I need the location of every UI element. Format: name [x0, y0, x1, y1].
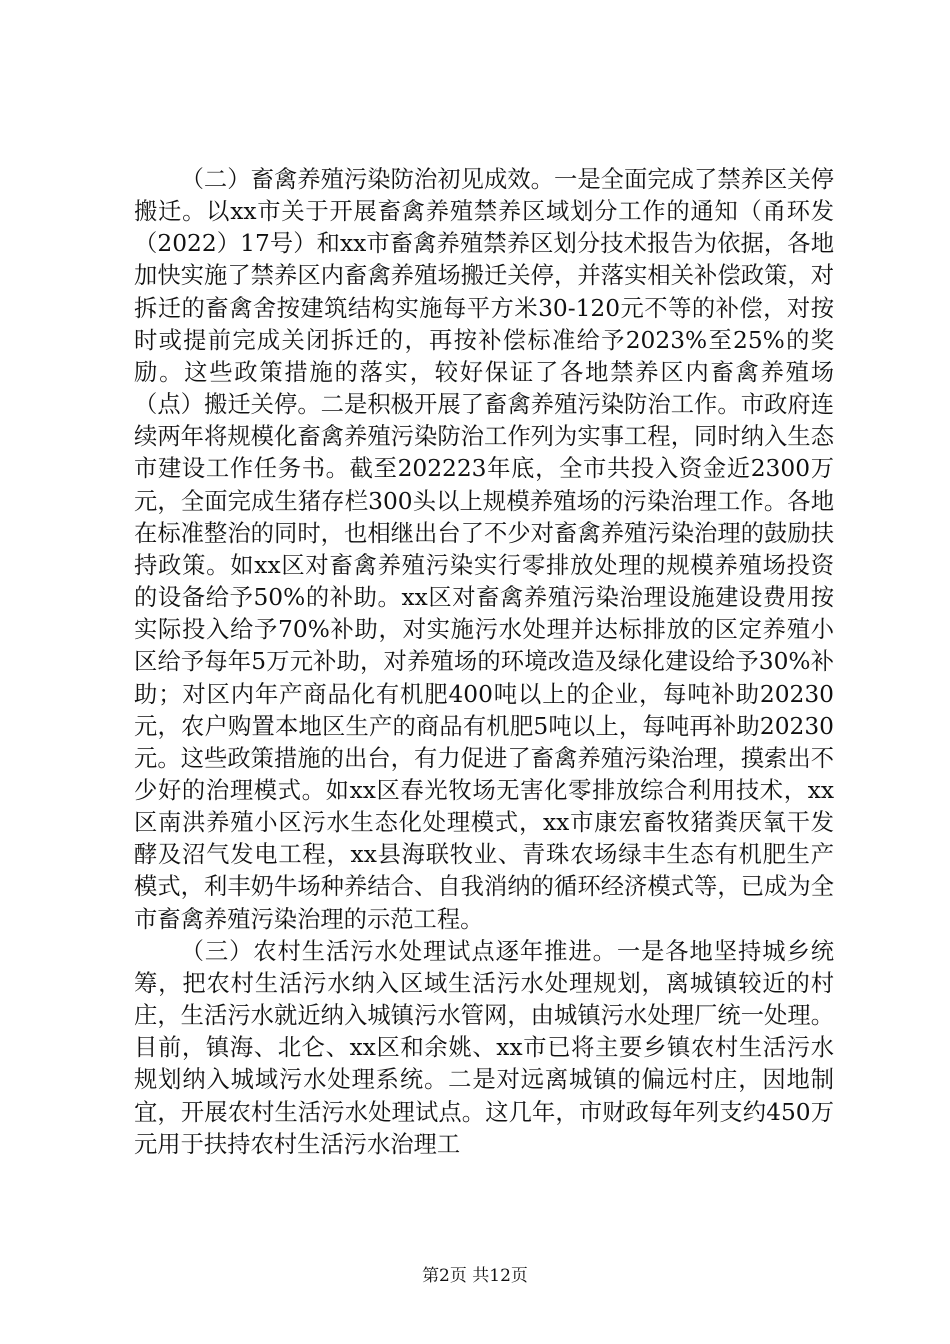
paragraph-livestock-pollution: （二）畜禽养殖污染防治初见成效。一是全面完成了禁养区关停搬迁。以xx市关于开展畜禽养殖禁养区域划分工作的通知（甬环发（2022）17号）和xx市畜禽养殖禁养区划分技术报告为依据，各地加快实施了禁养区内畜禽养殖场搬迁关停，并落实相关补偿政策，对拆迁的畜禽舍按建筑结构实施每平方米30-120元不等的补偿，对按时或提前完成关闭拆迁的，再按补偿标准给予2023%至25%的奖励。这些政策措施的落实，较好保证了各地禁养区内畜禽养殖场（点）搬迁关停。二是积极开展了畜禽养殖污染防治工作。市政府连续两年将规模化畜禽养殖污染防治工作列为实事工程，同时纳入生态市建设工作任务书。截至202223年底，全市共投入资金近2300万元，全面完成生猪存栏300头以上规模养殖场的污染治理工作。各地在标准整治的同时，也相继出台了不少对畜禽养殖污染治理的鼓励扶持政策。如xx区对畜禽养殖污染实行零排放处理的规模养殖场投资的设备给予50%的补助。xx区对畜禽养殖污染治理设施建设费用按实际投入给予70%补助，对实施污水处理并达标排放的区定养殖小区给予每年5万元补助，对养殖场的环境改造及绿化建设给予30%补助；对区内年产商品化有机肥400吨以上的企业，每吨补助20230元，农户购置本地区生产的商品有机肥5吨以上，每吨再补助20230元。这些政策措施的出台，有力促进了畜禽养殖污染治理，摸索出不少好的治理模式。如xx区春光牧场无害化零排放综合利用技术，xx区南洪养殖小区污水生态化处理模式，xx市康宏畜牧猪粪厌氧干发酵及沼气发电工程，xx县海联牧业、青珠农场绿丰生态有机肥生产模式，利丰奶牛场种养结合、自我消纳的循环经济模式等，已成为全市畜禽养殖污染治理的示范工程。: [134, 166, 834, 933]
page-number-label: 第2页 共12页: [422, 1266, 528, 1286]
paragraph-rural-sewage: （三）农村生活污水处理试点逐年推进。一是各地坚持城乡统筹，把农村生活污水纳入区域生活污水处理规划，离城镇较近的村庄，生活污水就近纳入城镇污水管网，由城镇污水处理厂统一处理。目前，镇海、北仑、xx区和余姚、xx市已将主要乡镇农村生活污水规划纳入城域污水处理系统。二是对远离城镇的偏远村庄，因地制宜，开展农村生活污水处理试点。这几年，市财政每年列支约450万元用于扶持农村生活污水治理工: [134, 937, 834, 1158]
page-footer: [0, 1265, 950, 1287]
document-body: [134, 164, 834, 1161]
